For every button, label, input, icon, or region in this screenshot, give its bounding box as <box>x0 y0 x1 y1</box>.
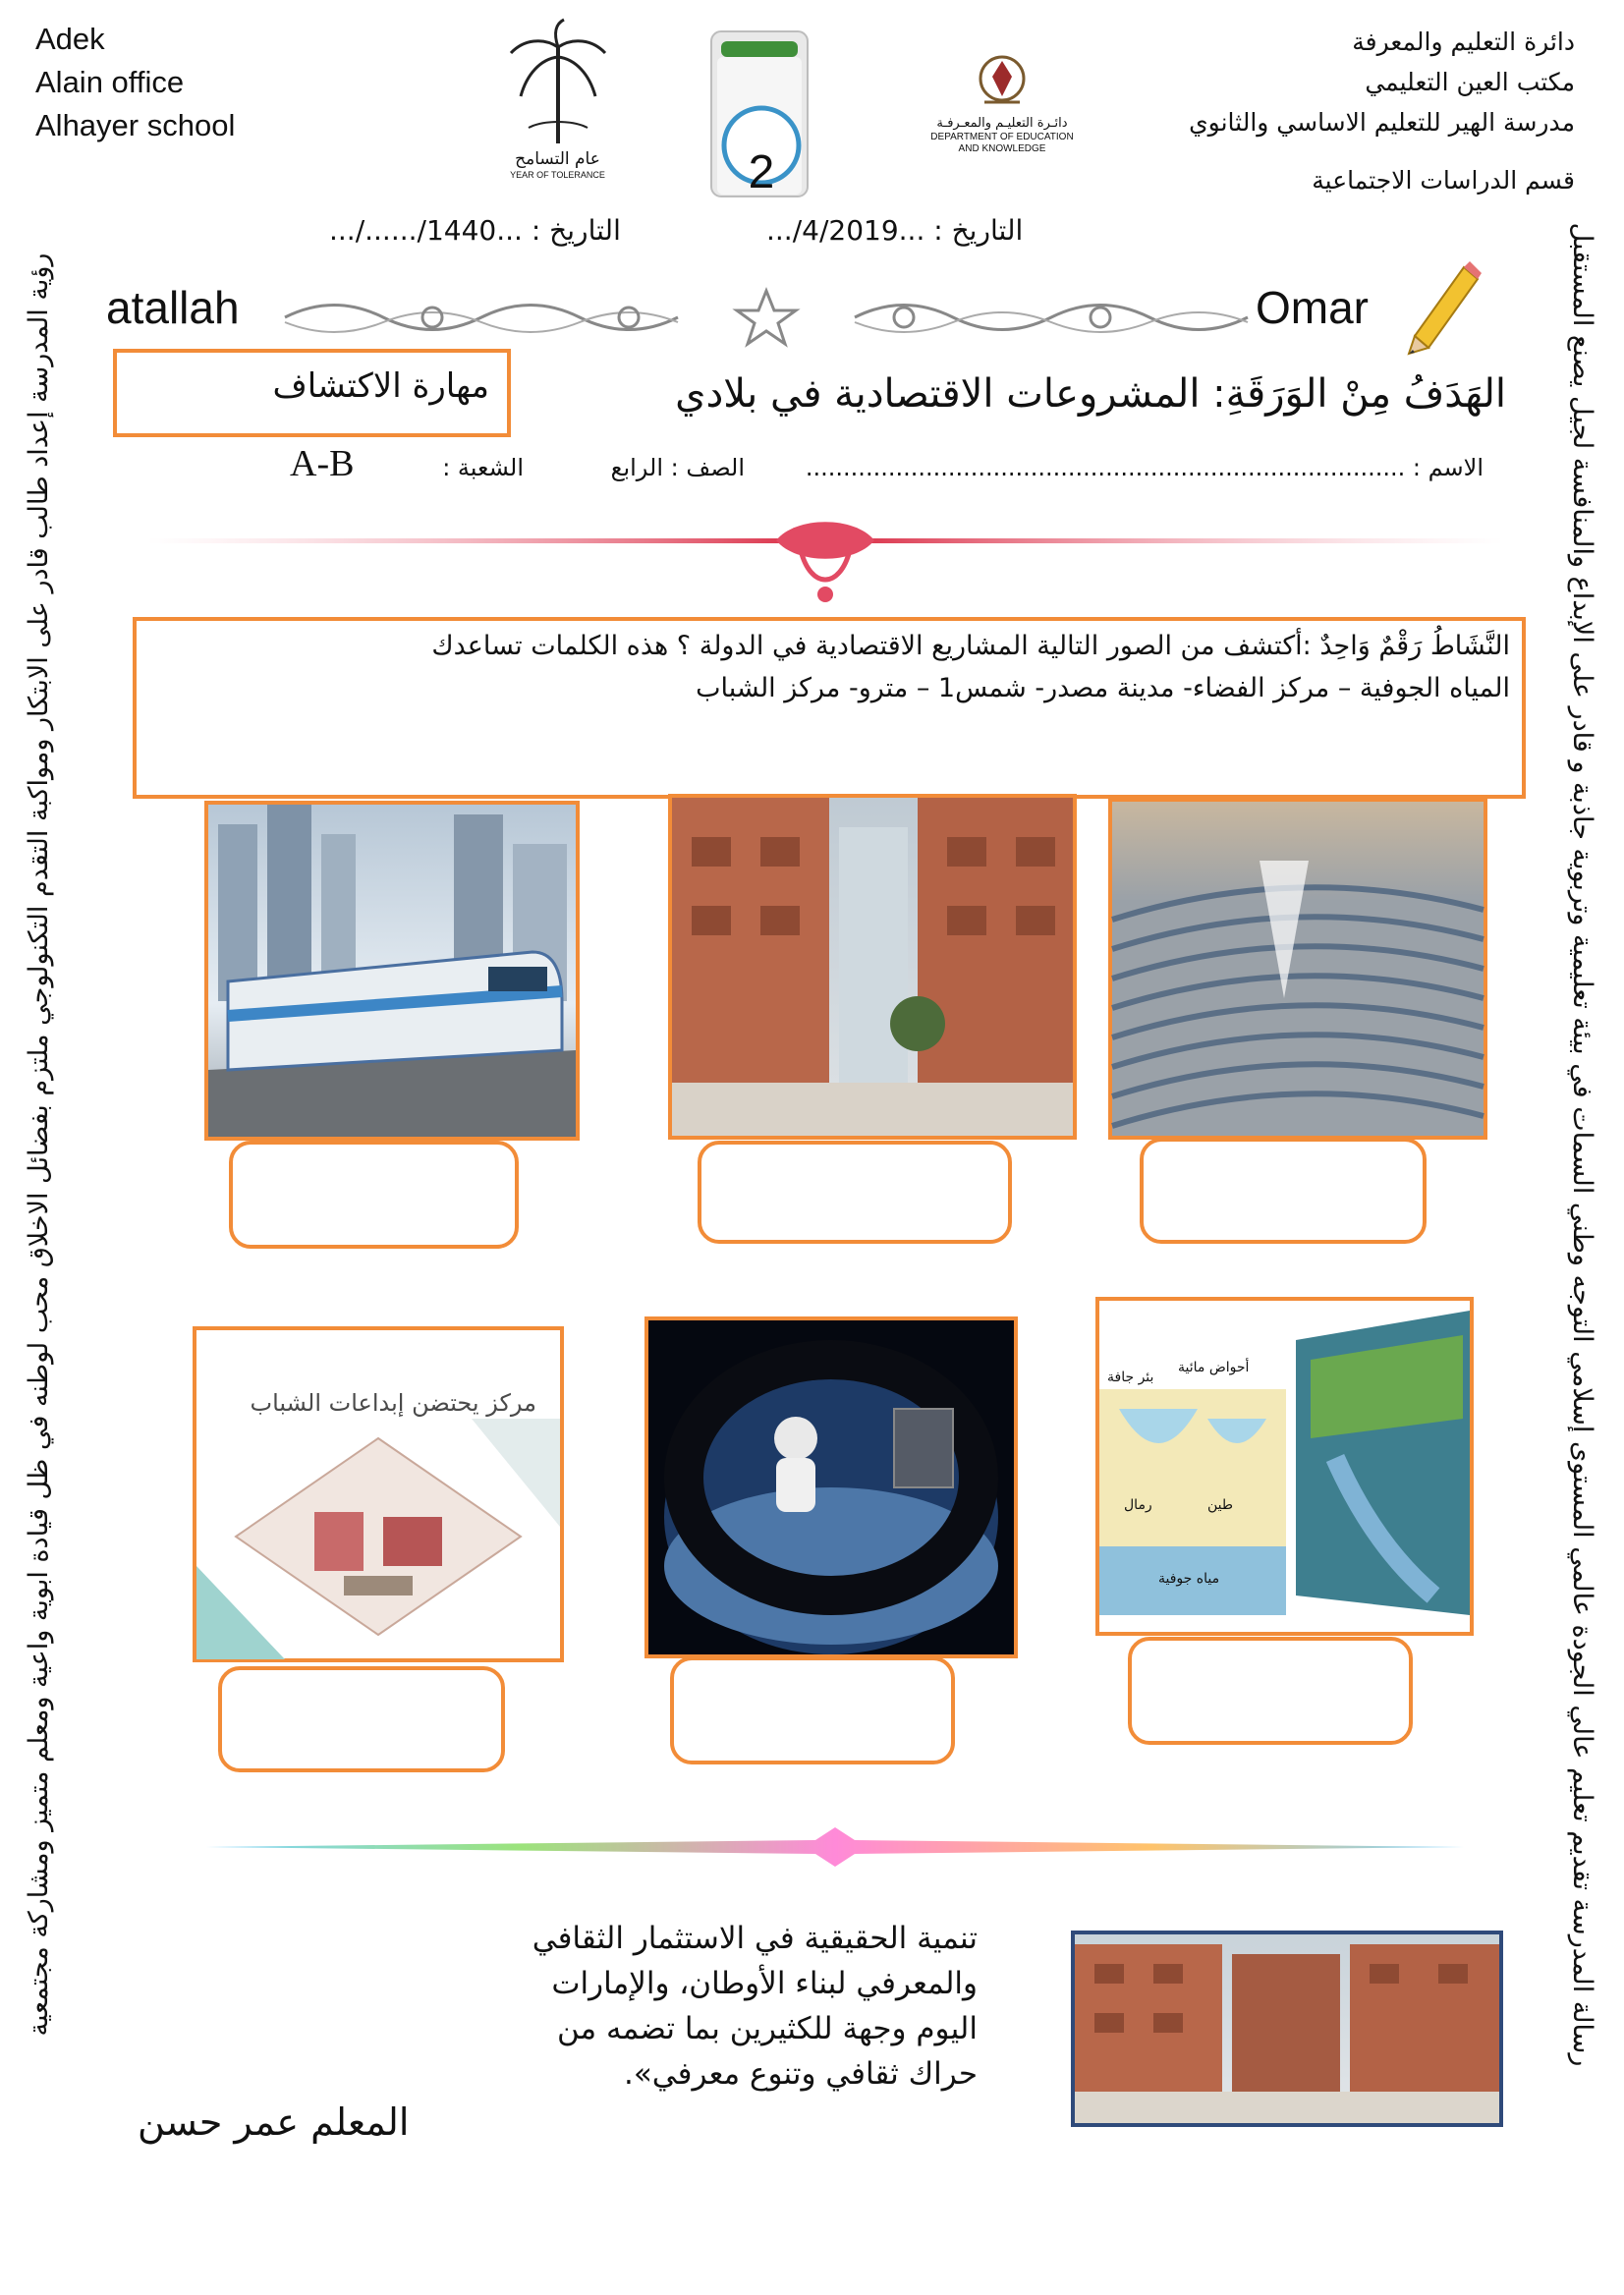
skill-box <box>113 349 511 437</box>
quote-line-2: والمعرفي لبناء الأوطان، والإمارات <box>551 1966 978 2001</box>
answer-box-solar[interactable] <box>1140 1138 1427 1244</box>
quote-text <box>511 1916 978 2097</box>
bottom-building-illustration <box>1075 1934 1499 2123</box>
astronaut-illustration <box>648 1320 1014 1654</box>
header-en-line2: Alain office <box>35 65 185 99</box>
groundwater-illustration <box>1099 1301 1470 1632</box>
metro-photo <box>204 801 580 1141</box>
answer-box-youth[interactable] <box>218 1666 505 1772</box>
header-ar-line4: قسم الدراسات الاجتماعية <box>1312 166 1575 195</box>
school-vision-text: رؤية المدرسة إعداد طالب قادر على الابتكار ومواكبة التقدم التكنولوجي ملتزم بفضائل الاخلاق محب لوطنه في ظل قيادة ابوية واعية ومعلم متميز ومشاركة مجتمعية <box>24 252 54 2037</box>
activity-line-1: النَّشَاطُ رَقْمٌ وَاحِدٌ :أكتشف من الصور التالية المشاريع الاقتصادية في الدولة ؟ هذه الكلمات تساعدك <box>431 631 1510 661</box>
name-banner <box>98 263 1484 362</box>
teacher-name: المعلم عمر حسن <box>138 2100 410 2144</box>
solar-field-photo <box>1108 798 1487 1140</box>
date-hijri: التاريخ : ...1440/....../... <box>329 214 621 247</box>
activity-line-2: المياه الجوفية – مركز الفضاء- مدينة مصدر- شمس1 – مترو- مركز الشباب <box>696 673 1510 703</box>
answer-box-masdar[interactable] <box>698 1141 1012 1244</box>
pencil-icon <box>1395 257 1484 356</box>
header-ar-line1: دائرة التعليم والمعرفة <box>1352 28 1575 56</box>
tolerance-ar-text: عام التسامح <box>515 149 600 169</box>
year-of-tolerance-logo <box>491 18 624 195</box>
gw-label-basin: أحواض مائية <box>1178 1360 1250 1375</box>
gw-label-water: مياه جوفية <box>1158 1571 1220 1587</box>
space-center-photo <box>644 1316 1018 1658</box>
lesson-number: 2 <box>748 146 775 198</box>
youth-interior-illustration <box>196 1419 560 1659</box>
header-ar-line2: مكتب العين التعليمي <box>1365 68 1575 96</box>
ornament-divider <box>275 283 1258 352</box>
school-mission-text: رسالة المدرسة تقديم تعليم عالي الجودة عالمي المستوى إسلامي التوجه وطني السمات في بيئة تعليمية وتربوية جاذبة و قادر على الإبداع والمنافسة لجيل يصنع المستقبل <box>1567 222 1597 2067</box>
emblem-icon <box>975 49 1030 112</box>
banner-left-name: atallah <box>106 282 240 333</box>
bottom-masdar-photo <box>1071 1931 1503 2127</box>
header-ar-line3: مدرسة الهير للتعليم الاساسي والثانوي <box>1189 108 1575 137</box>
worksheet-objective: الهَدَفُ مِنْ الوَرَقَةِ: المشروعات الاقتصادية في بلادي <box>675 371 1506 417</box>
metro-train-illustration <box>208 805 576 1137</box>
youth-center-photo <box>193 1326 564 1662</box>
header-en-line3: Alhayer school <box>35 108 236 142</box>
answer-box-space[interactable] <box>670 1656 955 1764</box>
answer-box-groundwater[interactable] <box>1128 1637 1413 1745</box>
solar-panels-illustration <box>1112 802 1484 1136</box>
student-grade: الصف : الرابع <box>610 454 745 481</box>
adek-logo <box>919 49 1086 155</box>
colorful-divider <box>206 1822 1464 1872</box>
header-en-line1: Adek <box>35 22 105 56</box>
gw-label-well: بئر جافة <box>1107 1370 1154 1385</box>
lesson-number-badge <box>688 28 845 204</box>
student-name-line: الاسم : ................................................................................ <box>805 454 1484 481</box>
groundwater-diagram-photo <box>1095 1297 1474 1636</box>
gw-label-clay: طين <box>1207 1497 1234 1513</box>
quote-line-1: تنمية الحقيقية في الاستثمار الثقافي <box>532 1921 978 1956</box>
adek-ar-text: دائـرة التعليـم والمعـرفـة <box>936 116 1068 131</box>
masdar-building-illustration <box>672 798 1073 1136</box>
answer-box-metro[interactable] <box>229 1141 519 1249</box>
adek-en-text-2: AND KNOWLEDGE <box>958 143 1046 154</box>
skill-box-text: مهارة الاكتشاف <box>272 366 489 406</box>
palm-tree-icon <box>499 18 617 145</box>
banner-right-name: Omar <box>1256 282 1369 333</box>
ribbon-divider <box>147 511 1503 609</box>
header-en <box>35 18 235 147</box>
gw-label-sand: رمال <box>1124 1497 1152 1513</box>
masdar-city-photo <box>668 794 1077 1140</box>
header-ar <box>1025 22 1575 200</box>
activity-box <box>133 617 1526 799</box>
section-value: A-B <box>290 443 355 484</box>
adek-en-text-1: DEPARTMENT OF EDUCATION <box>930 132 1074 142</box>
youth-image-caption: مركز يحتضن إبداعات الشباب <box>250 1389 536 1417</box>
date-gregorian: التاريخ : ...4/2019/... <box>766 214 1024 247</box>
quote-line-3: اليوم وجهة للكثيرين بما تضمه من <box>556 2011 978 2046</box>
section-label: الشعبة : <box>442 454 524 481</box>
quote-line-4: حراك ثقافي وتنوع معرفي». <box>623 2056 978 2092</box>
tolerance-en-text: YEAR OF TOLERANCE <box>510 170 605 180</box>
